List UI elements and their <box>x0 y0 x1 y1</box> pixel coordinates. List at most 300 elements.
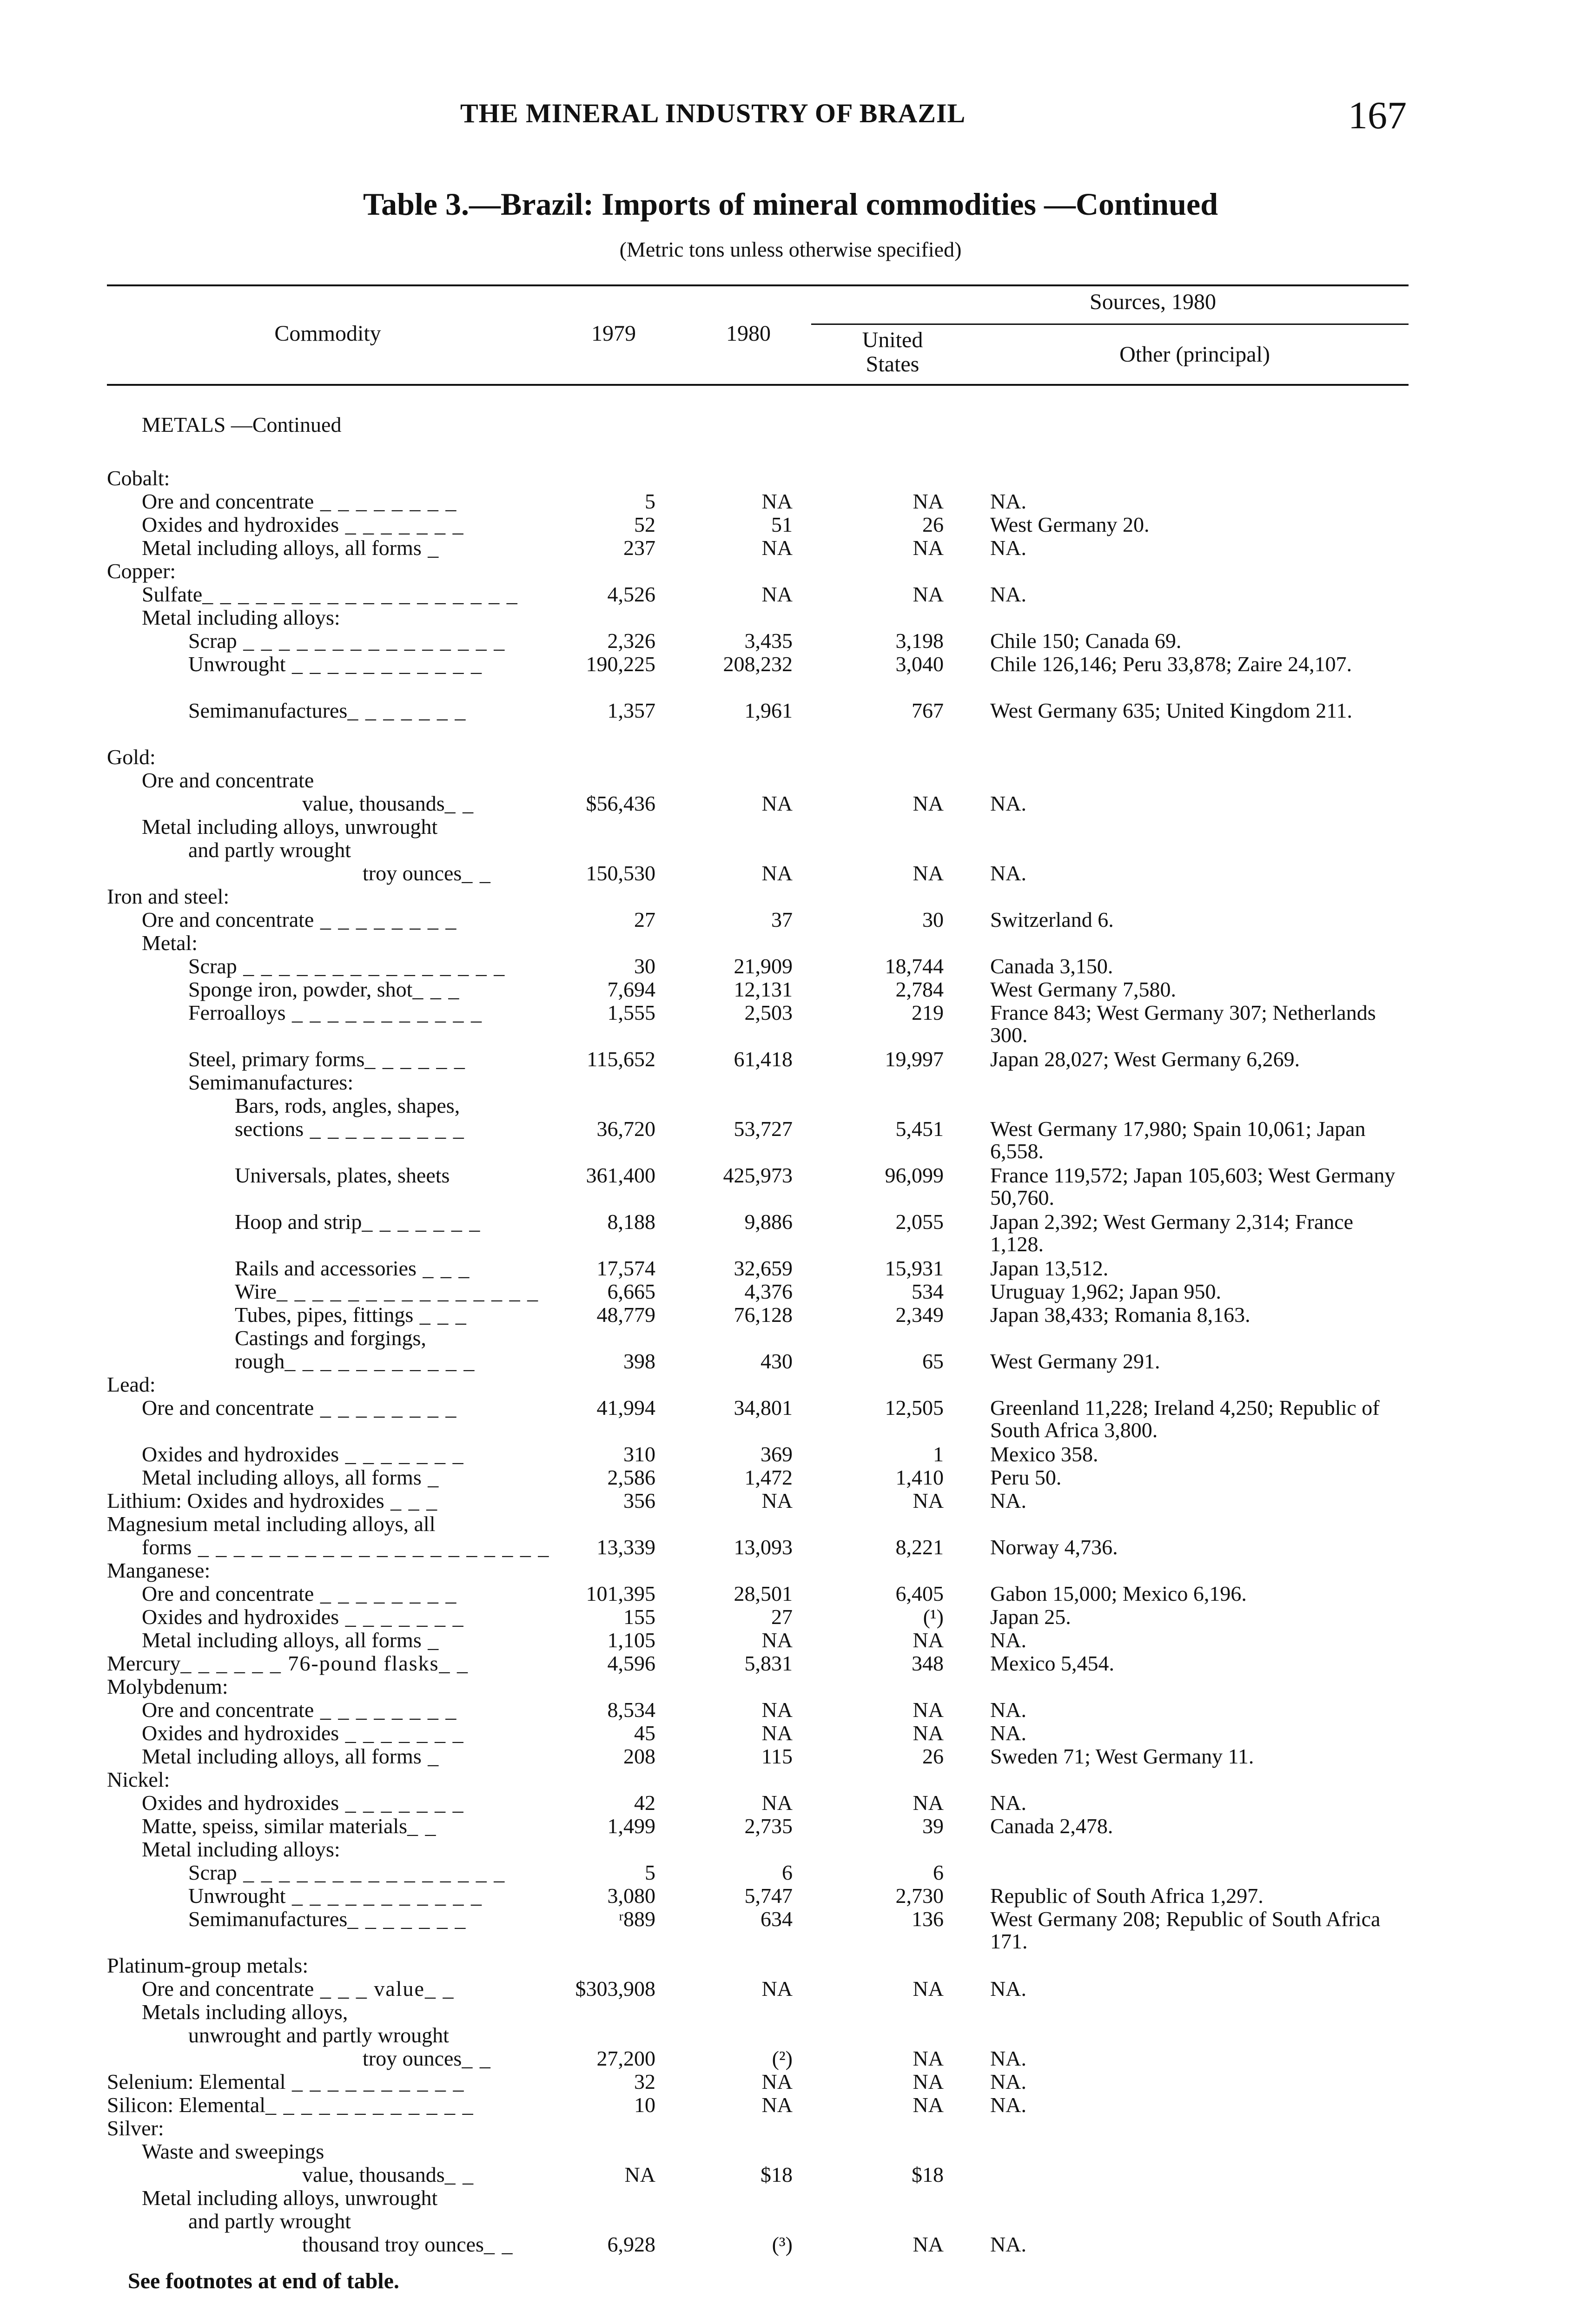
leader-dots: _ _ _ _ _ _ _ _ _ _ _ _ _ _ _ <box>237 629 506 653</box>
leader-dots: _ _ _ _ _ _ _ _ _ _ _ _ _ _ _ _ _ _ <box>202 582 518 606</box>
commodity-text: Ore and concentrate <box>142 768 314 792</box>
table-row <box>0 1583 1581 1605</box>
leader-dots: _ _ _ _ _ _ _ <box>339 1791 464 1815</box>
value-1979: 190,225 <box>586 652 655 676</box>
table-row <box>0 700 1581 722</box>
commodity-label <box>142 932 198 954</box>
value-1979: 17,574 <box>596 1256 655 1280</box>
commodity-label <box>142 1792 464 1814</box>
value-1979: 41,994 <box>596 1396 655 1419</box>
value-1979: 42 <box>634 1791 655 1815</box>
table-row <box>0 1304 1581 1326</box>
value-1979: 208 <box>623 1744 655 1768</box>
table-row <box>0 2117 1581 2139</box>
table-row <box>0 955 1581 977</box>
leader-dots: _ _ _ _ _ _ _ _ _ <box>304 1117 465 1141</box>
value-1980: 32,659 <box>734 1256 793 1280</box>
table-row <box>0 1815 1581 1837</box>
commodity-text: Lead: <box>107 1373 156 1396</box>
value-united-states: 6,405 <box>895 1582 944 1605</box>
footnote-reference: See footnotes at end of table. <box>128 2269 399 2293</box>
value-1979: 5 <box>645 489 655 513</box>
header-other: Other (principal) <box>1119 342 1270 367</box>
header-sources: Sources, 1980 <box>1090 290 1216 314</box>
commodity-text: Ore and concentrate <box>142 1977 314 2000</box>
commodity-label <box>142 1629 439 1651</box>
leader-dots: _ _ _ _ _ _ _ _ _ _ _ _ _ _ _ <box>237 1861 506 1884</box>
commodity-text: Oxides and hydroxides <box>142 1442 339 1466</box>
value-united-states: 2,730 <box>895 1884 944 1908</box>
value-united-states: NA <box>913 489 944 513</box>
commodity-label <box>142 1466 439 1489</box>
value-united-states: NA <box>913 536 944 560</box>
page-number: 167 <box>1348 94 1407 137</box>
table-row <box>0 792 1581 815</box>
table-row <box>0 862 1581 885</box>
value-united-states: NA <box>913 792 944 815</box>
commodity-text: METALS —Continued <box>142 413 342 436</box>
commodity-text: Castings and forgings, <box>235 1326 426 1350</box>
commodity-label <box>363 862 491 885</box>
value-united-states: NA <box>913 1489 944 1512</box>
leader-dots: _ <box>421 536 440 560</box>
leader-dots: _ _ <box>407 1814 437 1838</box>
table-row <box>0 1606 1581 1628</box>
commodity-text: Silver: <box>107 2116 164 2140</box>
value-1980: 1,961 <box>744 699 793 722</box>
value-1980: NA <box>761 1489 793 1512</box>
leader-dots: _ _ _ _ _ _ _ <box>347 699 467 722</box>
table-row <box>0 1071 1581 1094</box>
commodity-label <box>142 1606 464 1628</box>
commodity-label <box>188 1885 483 1907</box>
commodity-text: Unwrought <box>188 1884 286 1908</box>
leader-dots: _ _ _ <box>384 1489 438 1512</box>
commodity-text: Iron and steel: <box>107 885 230 908</box>
leader-dots: _ _ _ _ _ _ _ <box>339 1721 464 1745</box>
value-other-sources: Mexico 358. <box>990 1442 1098 1466</box>
table-row <box>0 1466 1581 1489</box>
commodity-label <box>235 1327 426 1349</box>
table-row <box>0 1210 1581 1256</box>
commodity-text: Copper: <box>107 559 176 583</box>
value-1980: NA <box>761 2093 793 2117</box>
commodity-text: and partly wrought <box>188 2209 351 2233</box>
table-row <box>0 2233 1581 2256</box>
leader-dots: _ _ _ _ _ _ _ _ _ _ _ _ <box>265 2093 474 2117</box>
value-united-states: 767 <box>912 699 944 722</box>
leader-dots: _ _ _ <box>416 1256 470 1280</box>
value-united-states: 26 <box>922 1744 944 1768</box>
commodity-text: Metal including alloys: <box>142 606 340 629</box>
value-1980: 6 <box>782 1861 793 1884</box>
value-united-states: 8,221 <box>895 1535 944 1559</box>
commodity-label <box>107 1652 469 1675</box>
table-row <box>0 1095 1581 1117</box>
value-other-sources: Canada 3,150. <box>990 954 1113 978</box>
commodity-label <box>188 2024 449 2047</box>
value-1979: 115,652 <box>587 1047 655 1071</box>
value-1980: 115 <box>761 1744 793 1768</box>
value-other-sources: Japan 28,027; West Germany 6,269. <box>990 1047 1300 1071</box>
value-united-states: 12,505 <box>885 1396 944 1419</box>
commodity-text: and partly wrought <box>188 838 351 862</box>
commodity-label <box>142 2001 348 2023</box>
table-row <box>0 414 1581 436</box>
commodity-text: Oxides and hydroxides <box>142 513 339 536</box>
commodity-text: troy ounces <box>363 2047 462 2070</box>
commodity-text: Metal including alloys, unwrought <box>142 815 438 838</box>
table-row <box>0 1001 1581 1047</box>
commodity-text: Ferroalloys <box>188 1001 286 1024</box>
leader-dots: _ _ <box>444 792 475 815</box>
value-1979: 52 <box>634 513 655 536</box>
value-united-states: NA <box>913 1628 944 1652</box>
value-other-sources: NA. <box>990 2070 1026 2093</box>
commodity-text: Semimanufactures: <box>188 1070 354 1094</box>
commodity-text: Waste and sweepings <box>142 2139 324 2163</box>
table-row <box>0 1396 1581 1442</box>
commodity-text: Metal including alloys, all forms <box>142 1466 422 1489</box>
commodity-text: Metal including alloys, all forms <box>142 1628 422 1652</box>
value-other-sources: Gabon 15,000; Mexico 6,196. <box>990 1582 1247 1605</box>
leader-dots: _ _ _ value_ _ <box>314 1977 455 2000</box>
value-1979: 8,188 <box>607 1210 655 1234</box>
value-1979: 4,596 <box>607 1651 655 1675</box>
commodity-text: Unwrought <box>188 652 286 676</box>
value-other-sources: France 119,572; Japan 105,603; West Germany 50,760. <box>990 1163 1396 1209</box>
leader-dots: _ _ _ _ _ _ _ <box>339 513 464 536</box>
commodity-label <box>188 1048 466 1070</box>
value-1980: NA <box>761 582 793 606</box>
table-row <box>0 2140 1581 2163</box>
value-united-states: 136 <box>912 1907 944 1931</box>
value-1980: (³) <box>772 2232 793 2256</box>
table-row <box>0 514 1581 536</box>
table-row <box>0 1885 1581 1907</box>
leader-dots: _ _ _ _ _ _ _ _ _ _ _ _ _ _ _ _ _ _ _ _ <box>192 1535 550 1559</box>
table-row <box>0 1536 1581 1558</box>
table-row <box>0 2210 1581 2232</box>
commodity-text: Scrap <box>188 954 237 978</box>
commodity-text: unwrought and partly wrought <box>188 2023 449 2047</box>
leader-dots: _ _ _ _ _ _ _ _ _ _ _ _ _ _ _ <box>237 954 506 978</box>
value-1980: NA <box>761 792 793 815</box>
value-1980: NA <box>761 2070 793 2093</box>
value-other-sources: Mexico 5,454. <box>990 1651 1115 1675</box>
commodity-text: Platinum-group metals: <box>107 1954 309 1977</box>
value-united-states: NA <box>913 1977 944 2000</box>
value-united-states: NA <box>913 2093 944 2117</box>
commodity-text: Tubes, pipes, fittings <box>235 1303 414 1327</box>
table-row <box>0 1907 1581 1953</box>
table-row <box>0 1443 1581 1466</box>
commodity-label <box>107 1559 210 1582</box>
value-1979: 48,779 <box>596 1303 655 1327</box>
value-other-sources: NA. <box>990 2047 1026 2070</box>
table-row <box>0 1350 1581 1373</box>
value-united-states: 96,099 <box>885 1163 944 1187</box>
value-1979: ʳ889 <box>619 1907 655 1931</box>
leader-dots: _ <box>421 1628 440 1652</box>
leader-dots: _ _ _ _ _ _ _ _ _ _ <box>285 2070 465 2093</box>
value-1979: 150,530 <box>586 861 655 885</box>
leader-dots: _ _ <box>483 2232 514 2256</box>
table-title: Table 3.—Brazil: Imports of mineral commodities —Continued <box>363 186 1218 222</box>
table-row <box>0 1117 1581 1163</box>
commodity-text: thousand troy ounces <box>302 2232 484 2256</box>
value-other-sources: Switzerland 6. <box>990 908 1114 931</box>
value-united-states: 15,931 <box>885 1256 944 1280</box>
commodity-label <box>107 1676 228 1698</box>
commodity-label <box>142 1745 439 1768</box>
value-united-states: NA <box>913 2070 944 2093</box>
value-other-sources: NA. <box>990 861 1026 885</box>
value-united-states: NA <box>913 582 944 606</box>
value-1980: 634 <box>761 1907 793 1931</box>
table-row <box>0 1862 1581 1884</box>
table-row <box>0 2164 1581 2186</box>
table-row <box>0 746 1581 768</box>
commodity-label <box>107 1954 308 1977</box>
value-1979: 27,200 <box>596 2047 655 2070</box>
table-row <box>0 932 1581 954</box>
commodity-label <box>107 2117 164 2139</box>
commodity-label <box>142 607 340 629</box>
commodity-text: Sulfate <box>142 582 203 606</box>
table-row <box>0 1954 1581 1977</box>
table-row <box>0 1281 1581 1303</box>
commodity-text: Oxides and hydroxides <box>142 1791 339 1815</box>
commodity-label <box>107 1373 156 1396</box>
value-other-sources: West Germany 17,980; Spain 10,061; Japan 6,558. <box>990 1117 1366 1163</box>
value-1980: 13,093 <box>734 1535 793 1559</box>
value-1979: 7,694 <box>607 977 655 1001</box>
value-1980: 3,435 <box>744 629 793 653</box>
commodity-label <box>107 2071 465 2093</box>
commodity-label <box>235 1164 450 1187</box>
commodity-label <box>142 769 314 792</box>
commodity-text: Lithium: Oxides and hydroxides <box>107 1489 384 1512</box>
value-1979: 237 <box>623 536 655 560</box>
value-1980: 208,232 <box>723 652 793 676</box>
value-united-states: 534 <box>912 1280 944 1303</box>
leader-dots: _ <box>421 1744 440 1768</box>
header-bottom-rule <box>107 384 1409 386</box>
leader-dots: _ <box>421 1466 440 1489</box>
commodity-text: Matte, speiss, similar materials <box>142 1814 408 1838</box>
commodity-label <box>142 1699 457 1721</box>
table-row <box>0 1745 1581 1768</box>
commodity-label <box>235 1281 539 1303</box>
value-1979: $303,908 <box>575 1977 655 2000</box>
value-1980: 2,735 <box>744 1814 793 1838</box>
value-other-sources: NA. <box>990 536 1026 560</box>
value-other-sources: NA. <box>990 1791 1026 1815</box>
commodity-label <box>188 1002 483 1024</box>
leader-dots: _ _ _ _ _ _ 76-pound flasks_ _ <box>180 1651 469 1675</box>
commodity-label <box>235 1257 470 1280</box>
commodity-label <box>188 978 460 1001</box>
commodity-text: Metal including alloys: <box>142 1837 340 1861</box>
commodity-label <box>142 1978 454 2000</box>
value-other-sources: Japan 25. <box>990 1605 1071 1629</box>
value-united-states: NA <box>913 1721 944 1745</box>
table-row <box>0 560 1581 582</box>
leader-dots: _ _ _ _ _ _ _ _ _ _ _ <box>285 652 483 676</box>
value-1980: NA <box>761 536 793 560</box>
leader-dots: _ _ _ _ _ _ _ <box>339 1442 464 1466</box>
value-other-sources: Republic of South Africa 1,297. <box>990 1884 1263 1908</box>
commodity-label <box>142 1815 437 1837</box>
commodity-text: Scrap <box>188 1861 237 1884</box>
table-row <box>0 583 1581 606</box>
leader-dots: _ _ _ <box>413 1303 467 1327</box>
value-1980: 5,747 <box>744 1884 793 1908</box>
value-united-states: $18 <box>912 2163 944 2186</box>
table-row <box>0 653 1581 675</box>
value-1979: NA <box>624 2163 655 2186</box>
value-1980: 9,886 <box>744 1210 793 1234</box>
commodity-label <box>142 414 341 436</box>
commodity-text: Semimanufactures <box>188 699 348 722</box>
value-1980: 28,501 <box>734 1582 793 1605</box>
value-1979: 2,326 <box>607 629 655 653</box>
value-1980: $18 <box>761 2163 793 2186</box>
table-row <box>0 1699 1581 1721</box>
leader-dots: _ _ _ <box>412 977 460 1001</box>
value-other-sources: NA. <box>990 1628 1026 1652</box>
value-1979: 155 <box>623 1605 655 1629</box>
value-1980: 51 <box>771 513 793 536</box>
table-row <box>0 1163 1581 1209</box>
commodity-text: value, thousands <box>302 2163 445 2186</box>
value-other-sources: NA. <box>990 1721 1026 1745</box>
commodity-text: Sponge iron, powder, shot <box>188 977 413 1001</box>
header-united-states: United States <box>862 328 923 376</box>
value-1980: 1,472 <box>744 1466 793 1489</box>
value-1979: 6,665 <box>607 1280 655 1303</box>
commodity-label <box>188 653 483 675</box>
value-1979: 10 <box>634 2093 655 2117</box>
value-1980: NA <box>761 861 793 885</box>
value-other-sources: NA. <box>990 1977 1026 2000</box>
value-1980: (²) <box>772 2047 793 2070</box>
commodity-text: sections <box>235 1117 304 1141</box>
table-row <box>0 2187 1581 2209</box>
commodity-text: Nickel: <box>107 1768 170 1791</box>
value-other-sources: NA. <box>990 582 1026 606</box>
commodity-text: Hoop and strip <box>235 1210 362 1234</box>
leader-dots: _ _ _ _ _ _ _ _ <box>314 908 457 931</box>
commodity-label <box>142 816 437 838</box>
value-other-sources: NA. <box>990 2232 1026 2256</box>
table-row <box>0 1722 1581 1744</box>
table-row <box>0 2024 1581 2047</box>
commodity-label <box>235 1095 460 1117</box>
leader-dots: _ _ _ _ _ _ _ _ _ _ _ <box>284 1349 476 1373</box>
value-1979: 32 <box>634 2070 655 2093</box>
commodity-text: Ore and concentrate <box>142 1396 314 1419</box>
running-head: THE MINERAL INDUSTRY OF BRAZIL <box>460 98 966 128</box>
commodity-label <box>302 2164 474 2186</box>
value-1979: 398 <box>623 1349 655 1373</box>
commodity-text: Steel, primary forms <box>188 1047 365 1071</box>
commodity-text: Magnesium metal including alloys, all <box>107 1512 436 1536</box>
value-1980: 430 <box>761 1349 793 1373</box>
commodity-text: Metal: <box>142 931 198 955</box>
leader-dots: _ _ _ _ _ _ _ _ <box>314 489 457 513</box>
value-other-sources: Sweden 71; West Germany 11. <box>990 1744 1254 1768</box>
value-1980: 61,418 <box>734 1047 793 1071</box>
commodity-label <box>107 746 156 768</box>
value-1979: 1,357 <box>607 699 655 722</box>
commodity-text: Selenium: Elemental <box>107 2070 286 2093</box>
value-other-sources: NA. <box>990 1489 1026 1512</box>
value-1979: 310 <box>623 1442 655 1466</box>
value-1980: 4,376 <box>744 1280 793 1303</box>
commodity-label <box>107 885 229 908</box>
table-row <box>0 1792 1581 1814</box>
commodity-label <box>142 1722 464 1744</box>
value-other-sources: West Germany 208; Republic of South Africa 171. <box>990 1907 1381 1953</box>
commodity-text: Ore and concentrate <box>142 1582 314 1605</box>
value-other-sources: Uruguay 1,962; Japan 950. <box>990 1280 1221 1303</box>
value-other-sources: Peru 50. <box>990 1466 1062 1489</box>
value-other-sources: Greenland 11,228; Ireland 4,250; Republic of South Africa 3,800. <box>990 1396 1380 1442</box>
leader-dots: _ _ _ _ _ _ <box>364 1047 466 1071</box>
value-united-states: 1 <box>933 1442 944 1466</box>
commodity-label <box>188 2210 351 2232</box>
value-1980: 53,727 <box>734 1117 793 1141</box>
commodity-text: Oxides and hydroxides <box>142 1605 339 1629</box>
sources-underline-rule <box>811 324 1409 325</box>
value-united-states: NA <box>913 861 944 885</box>
commodity-label <box>142 1536 549 1558</box>
table-row <box>0 839 1581 861</box>
value-other-sources: Norway 4,736. <box>990 1535 1118 1559</box>
value-other-sources: France 843; West Germany 307; Netherlands 300. <box>990 1001 1376 1047</box>
table-row <box>0 1373 1581 1396</box>
commodity-text: Ore and concentrate <box>142 908 314 931</box>
value-other-sources: Japan 13,512. <box>990 1256 1109 1280</box>
commodity-label <box>142 514 464 536</box>
value-united-states: 6 <box>933 1861 944 1884</box>
value-united-states: 3,198 <box>895 629 944 653</box>
table-row <box>0 2047 1581 2070</box>
value-1979: 45 <box>634 1721 655 1745</box>
leader-dots: _ _ <box>462 2047 491 2070</box>
value-1980: NA <box>761 489 793 513</box>
table-row <box>0 978 1581 1001</box>
value-other-sources: West Germany 7,580. <box>990 977 1176 1001</box>
value-1979: 2,586 <box>607 1466 655 1489</box>
commodity-label <box>235 1211 481 1233</box>
commodity-text: Gold: <box>107 745 156 769</box>
commodity-label <box>142 1838 340 1861</box>
table-row <box>0 1490 1581 1512</box>
value-united-states: 2,349 <box>895 1303 944 1327</box>
commodity-text: forms <box>142 1535 192 1559</box>
table-row <box>0 1769 1581 1791</box>
value-united-states: NA <box>913 2232 944 2256</box>
leader-dots: _ _ _ _ _ _ _ _ <box>314 1582 457 1605</box>
table-row <box>0 769 1581 792</box>
commodity-text: troy ounces <box>363 861 462 885</box>
value-united-states: 348 <box>912 1651 944 1675</box>
table-row <box>0 607 1581 629</box>
value-1980: NA <box>761 1791 793 1815</box>
